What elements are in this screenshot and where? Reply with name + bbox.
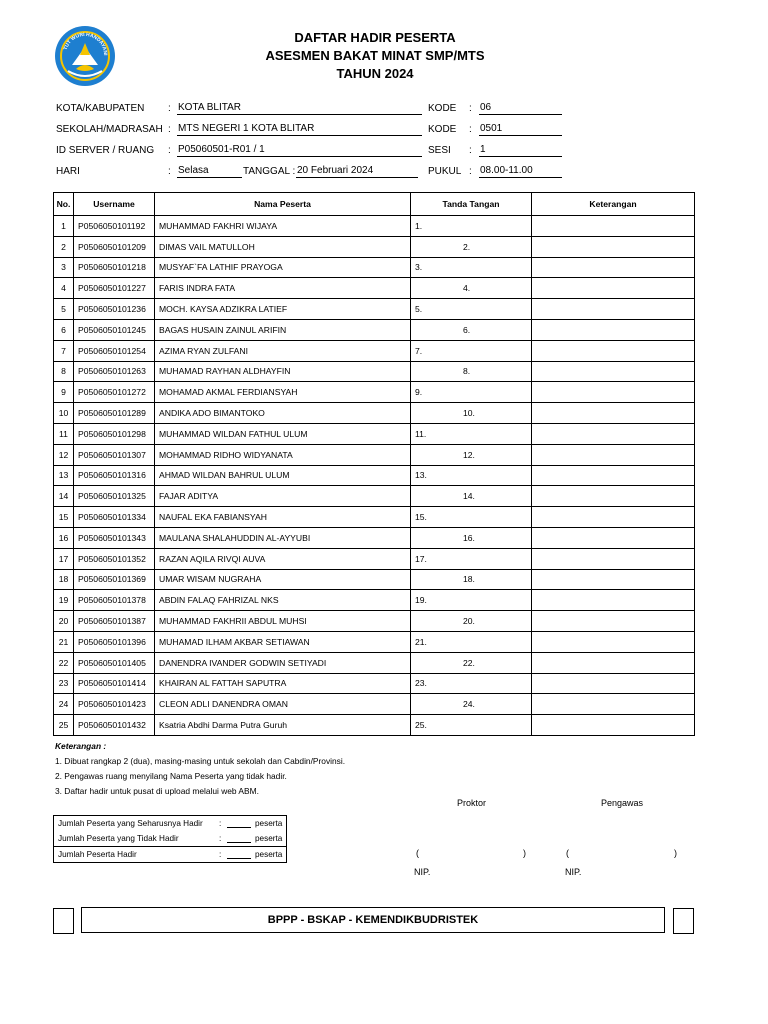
notes xyxy=(55,739,345,799)
row-signature xyxy=(411,278,532,299)
row-keterangan xyxy=(532,694,695,715)
row-username: P0506050101396 xyxy=(74,631,155,652)
proktor-open-paren: ( xyxy=(416,848,419,858)
table-row xyxy=(54,299,695,320)
row-keterangan xyxy=(532,257,695,278)
kode1-label: KODE xyxy=(428,103,457,114)
table-row xyxy=(54,507,695,528)
signature-number: 10. xyxy=(463,408,475,419)
row-keterangan xyxy=(532,465,695,486)
row-signature xyxy=(411,715,532,736)
row-nama: AHMAD WILDAN BAHRUL ULUM xyxy=(155,465,411,486)
row-username: P0506050101227 xyxy=(74,278,155,299)
row-signature xyxy=(411,423,532,444)
row-nama: FAJAR ADITYA xyxy=(155,486,411,507)
sekolah-value: MTS NEGERI 1 KOTA BLITAR xyxy=(177,123,422,136)
signature-number: 14. xyxy=(463,491,475,502)
row-no: 19 xyxy=(54,590,74,611)
table-row xyxy=(54,319,695,340)
title-line-3: TAHUN 2024 xyxy=(336,66,414,81)
table-row xyxy=(54,590,695,611)
header-nama: Nama Peserta xyxy=(155,193,411,216)
row-nama: MOHAMAD AKMAL FERDIANSYAH xyxy=(155,382,411,403)
row-username: P0506050101192 xyxy=(74,216,155,237)
signature-number: 12. xyxy=(463,449,475,460)
row-nama: MAULANA SHALAHUDDIN AL-AYYUBI xyxy=(155,527,411,548)
row-username: P0506050101272 xyxy=(74,382,155,403)
row-nama: MUHAMMAD WILDAN FATHUL ULUM xyxy=(155,423,411,444)
row-signature xyxy=(411,527,532,548)
table-row xyxy=(54,652,695,673)
row-nama: NAUFAL EKA FABIANSYAH xyxy=(155,507,411,528)
header-tanda-tangan: Tanda Tangan xyxy=(411,193,532,216)
row-keterangan xyxy=(532,299,695,320)
row-keterangan xyxy=(532,590,695,611)
signature-number: 1. xyxy=(415,220,423,231)
row-keterangan xyxy=(532,652,695,673)
count-row-expected xyxy=(54,816,286,831)
blank-line xyxy=(227,842,251,843)
hari-value: Selasa xyxy=(177,165,242,178)
row-signature xyxy=(411,236,532,257)
table-row xyxy=(54,444,695,465)
row-keterangan xyxy=(532,423,695,444)
pukul-label: PUKUL xyxy=(428,166,462,177)
row-keterangan xyxy=(532,403,695,424)
row-username: P0506050101343 xyxy=(74,527,155,548)
row-username: P0506050101378 xyxy=(74,590,155,611)
signature-number: 24. xyxy=(463,699,475,710)
participant-count-box xyxy=(53,815,287,863)
signature-number: 21. xyxy=(415,636,427,647)
colon: : xyxy=(168,166,171,177)
row-username: P0506050101405 xyxy=(74,652,155,673)
table-row xyxy=(54,278,695,299)
row-keterangan xyxy=(532,236,695,257)
signature-number: 8. xyxy=(463,366,471,377)
signature-number: 17. xyxy=(415,553,427,564)
table-row xyxy=(54,673,695,694)
row-signature xyxy=(411,340,532,361)
signature-number: 13. xyxy=(415,470,427,481)
row-no: 18 xyxy=(54,569,74,590)
sesi-label: SESI xyxy=(428,145,451,156)
pengawas-nip: NIP. xyxy=(565,867,582,877)
row-keterangan xyxy=(532,340,695,361)
row-no: 5 xyxy=(54,299,74,320)
row-nama: ANDIKA ADO BIMANTOKO xyxy=(155,403,411,424)
signature-number: 23. xyxy=(415,678,427,689)
table-body xyxy=(54,216,695,736)
colon: : xyxy=(219,850,222,859)
row-nama: MUHAMAD RAYHAN ALDHAYFIN xyxy=(155,361,411,382)
row-keterangan xyxy=(532,527,695,548)
row-no: 10 xyxy=(54,403,74,424)
table-row xyxy=(54,694,695,715)
row-nama: UMAR WISAM NUGRAHA xyxy=(155,569,411,590)
table-row xyxy=(54,236,695,257)
colon: : xyxy=(469,145,472,156)
signature-number: 7. xyxy=(415,345,423,356)
row-no: 24 xyxy=(54,694,74,715)
signature-number: 3. xyxy=(415,262,423,273)
row-username: P0506050101423 xyxy=(74,694,155,715)
table-row xyxy=(54,569,695,590)
note-item-1: 1. Dibuat rangkap 2 (dua), masing-masing untuk sekolah dan Cabdin/Provinsi. xyxy=(55,756,346,766)
row-no: 15 xyxy=(54,507,74,528)
proktor-nip: NIP. xyxy=(414,867,431,877)
table-row xyxy=(54,465,695,486)
row-nama: MOCH. KAYSA ADZIKRA LATIEF xyxy=(155,299,411,320)
row-no: 23 xyxy=(54,673,74,694)
row-username: P0506050101352 xyxy=(74,548,155,569)
row-signature xyxy=(411,361,532,382)
colon: : xyxy=(469,103,472,114)
signature-number: 5. xyxy=(415,304,423,315)
row-keterangan xyxy=(532,319,695,340)
notes-title: Keterangan : xyxy=(55,741,107,751)
row-keterangan xyxy=(532,444,695,465)
proktor-label: Proktor xyxy=(457,798,487,808)
row-signature xyxy=(411,590,532,611)
row-no: 21 xyxy=(54,631,74,652)
note-item-2: 2. Pengawas ruang menyilang Nama Peserta yang tidak hadir. xyxy=(55,771,287,781)
row-keterangan xyxy=(532,382,695,403)
row-signature xyxy=(411,569,532,590)
row-username: P0506050101316 xyxy=(74,465,155,486)
signature-number: 22. xyxy=(463,657,475,668)
count-label: Jumlah Peserta yang Seharusnya Hadir xyxy=(58,819,203,828)
signature-number: 2. xyxy=(463,241,471,252)
row-username: P0506050101432 xyxy=(74,715,155,736)
colon: : xyxy=(168,145,171,156)
server-value: P05060501-R01 / 1 xyxy=(177,144,422,157)
kota-value: KOTA BLITAR xyxy=(177,102,422,115)
tanggal-label: TANGGAL : xyxy=(243,166,296,177)
row-signature xyxy=(411,319,532,340)
count-label: Jumlah Peserta Hadir xyxy=(58,850,137,859)
row-no: 17 xyxy=(54,548,74,569)
row-nama: ABDIN FALAQ FAHRIZAL NKS xyxy=(155,590,411,611)
row-keterangan xyxy=(532,548,695,569)
row-keterangan xyxy=(532,216,695,237)
row-keterangan xyxy=(532,611,695,632)
row-username: P0506050101307 xyxy=(74,444,155,465)
row-keterangan xyxy=(532,361,695,382)
table-row xyxy=(54,257,695,278)
row-no: 14 xyxy=(54,486,74,507)
row-username: P0506050101209 xyxy=(74,236,155,257)
row-no: 11 xyxy=(54,423,74,444)
table-row xyxy=(54,486,695,507)
table-row xyxy=(54,527,695,548)
footer-left-box xyxy=(53,908,74,934)
table-row xyxy=(54,403,695,424)
proktor-close-paren: ) xyxy=(523,848,526,858)
count-row-absent xyxy=(54,831,286,847)
colon: : xyxy=(469,166,472,177)
note-item-3: 3. Daftar hadir untuk pusat di upload melalui web ABM. xyxy=(55,786,259,796)
row-nama: KHAIRAN AL FATTAH SAPUTRA xyxy=(155,673,411,694)
attendance-table xyxy=(53,192,695,736)
row-no: 22 xyxy=(54,652,74,673)
row-no: 4 xyxy=(54,278,74,299)
signature-number: 25. xyxy=(415,720,427,731)
pengawas-label: Pengawas xyxy=(601,798,644,808)
table-row xyxy=(54,382,695,403)
row-username: P0506050101218 xyxy=(74,257,155,278)
row-username: P0506050101289 xyxy=(74,403,155,424)
row-nama: FARIS INDRA FATA xyxy=(155,278,411,299)
row-signature xyxy=(411,611,532,632)
row-signature xyxy=(411,548,532,569)
count-unit: peserta xyxy=(255,834,283,843)
signature-number: 20. xyxy=(463,616,475,627)
row-nama: MUSYAF`FA LATHIF PRAYOGA xyxy=(155,257,411,278)
row-no: 6 xyxy=(54,319,74,340)
colon: : xyxy=(168,124,171,135)
sesi-value: 1 xyxy=(479,144,562,157)
kode2-value: 0501 xyxy=(479,123,562,136)
svg-text:TUT WURI HANDAYANI: TUT WURI HANDAYANI xyxy=(62,31,109,56)
row-no: 12 xyxy=(54,444,74,465)
row-username: P0506050101263 xyxy=(74,361,155,382)
row-username: P0506050101245 xyxy=(74,319,155,340)
count-unit: peserta xyxy=(255,819,283,828)
count-label: Jumlah Peserta yang Tidak Hadir xyxy=(58,834,179,843)
tut-wuri-handayani-logo xyxy=(54,25,116,87)
row-nama: CLEON ADLI DANENDRA OMAN xyxy=(155,694,411,715)
colon: : xyxy=(469,124,472,135)
colon: : xyxy=(168,103,171,114)
table-header-row xyxy=(54,193,695,216)
row-no: 2 xyxy=(54,236,74,257)
row-keterangan xyxy=(532,631,695,652)
row-no: 3 xyxy=(54,257,74,278)
row-keterangan xyxy=(532,278,695,299)
table-row xyxy=(54,548,695,569)
row-nama: MUHAMAD ILHAM AKBAR SETIAWAN xyxy=(155,631,411,652)
signature-number: 15. xyxy=(415,512,427,523)
pengawas-close-paren: ) xyxy=(674,848,677,858)
signature-number: 11. xyxy=(415,428,427,439)
table-row xyxy=(54,423,695,444)
table-row xyxy=(54,216,695,237)
kota-label: KOTA/KABUPATEN xyxy=(56,103,145,114)
server-label: ID SERVER / RUANG xyxy=(56,145,155,156)
row-nama: MOHAMMAD RIDHO WIDYANATA xyxy=(155,444,411,465)
row-nama: MUHAMMAD FAKHRI WIJAYA xyxy=(155,216,411,237)
row-no: 8 xyxy=(54,361,74,382)
row-keterangan xyxy=(532,673,695,694)
row-signature xyxy=(411,465,532,486)
signature-number: 9. xyxy=(415,387,423,398)
row-username: P0506050101414 xyxy=(74,673,155,694)
row-signature xyxy=(411,299,532,320)
row-signature xyxy=(411,257,532,278)
row-username: P0506050101325 xyxy=(74,486,155,507)
row-signature xyxy=(411,216,532,237)
row-no: 9 xyxy=(54,382,74,403)
table-row xyxy=(54,361,695,382)
row-keterangan xyxy=(532,507,695,528)
row-nama: DIMAS VAIL MATULLOH xyxy=(155,236,411,257)
table-row xyxy=(54,631,695,652)
signature-number: 18. xyxy=(463,574,475,585)
row-username: P0506050101387 xyxy=(74,611,155,632)
row-signature xyxy=(411,382,532,403)
kode1-value: 06 xyxy=(479,102,562,115)
row-signature xyxy=(411,694,532,715)
row-no: 13 xyxy=(54,465,74,486)
row-no: 25 xyxy=(54,715,74,736)
footer-right-box xyxy=(673,908,694,934)
row-keterangan xyxy=(532,486,695,507)
row-nama: AZIMA RYAN ZULFANI xyxy=(155,340,411,361)
row-nama: MUHAMMAD FAKHRII ABDUL MUHSI xyxy=(155,611,411,632)
colon: : xyxy=(219,819,222,828)
tanggal-value: 20 Februari 2024 xyxy=(296,165,418,178)
row-signature xyxy=(411,673,532,694)
row-signature xyxy=(411,486,532,507)
row-no: 20 xyxy=(54,611,74,632)
row-username: P0506050101369 xyxy=(74,569,155,590)
signature-number: 6. xyxy=(463,324,471,335)
row-signature xyxy=(411,444,532,465)
pengawas-open-paren: ( xyxy=(566,848,569,858)
signature-number: 19. xyxy=(415,595,427,606)
header-no: No. xyxy=(54,193,74,216)
pukul-value: 08.00-11.00 xyxy=(479,165,562,178)
row-keterangan xyxy=(532,569,695,590)
table-row xyxy=(54,340,695,361)
row-no: 7 xyxy=(54,340,74,361)
blank-line xyxy=(227,858,251,859)
table-row xyxy=(54,611,695,632)
row-signature xyxy=(411,652,532,673)
count-row-present xyxy=(54,847,286,862)
row-signature xyxy=(411,631,532,652)
row-signature xyxy=(411,507,532,528)
row-no: 16 xyxy=(54,527,74,548)
blank-line xyxy=(227,827,251,828)
signature-number: 16. xyxy=(463,532,475,543)
footer-text: BPPP - BSKAP - KEMENDIKBUDRISTEK xyxy=(267,914,479,926)
signature-number: 4. xyxy=(463,283,471,294)
row-username: P0506050101236 xyxy=(74,299,155,320)
row-nama: Ksatria Abdhi Darma Putra Guruh xyxy=(155,715,411,736)
title-line-1: DAFTAR HADIR PESERTA xyxy=(294,30,456,45)
table-row xyxy=(54,715,695,736)
header-keterangan: Keterangan xyxy=(532,193,695,216)
header-username: Username xyxy=(74,193,155,216)
row-username: P0506050101298 xyxy=(74,423,155,444)
row-nama: DANENDRA IVANDER GODWIN SETIYADI xyxy=(155,652,411,673)
row-keterangan xyxy=(532,715,695,736)
row-nama: BAGAS HUSAIN ZAINUL ARIFIN xyxy=(155,319,411,340)
sekolah-label: SEKOLAH/MADRASAH xyxy=(56,124,163,135)
title-line-2: ASESMEN BAKAT MINAT SMP/MTS xyxy=(265,48,485,63)
row-username: P0506050101334 xyxy=(74,507,155,528)
row-nama: RAZAN AQILA RIVQI AUVA xyxy=(155,548,411,569)
count-unit: peserta xyxy=(255,850,283,859)
row-no: 1 xyxy=(54,216,74,237)
row-username: P0506050101254 xyxy=(74,340,155,361)
row-signature xyxy=(411,403,532,424)
hari-label: HARI xyxy=(56,166,80,177)
colon: : xyxy=(219,834,222,843)
kode2-label: KODE xyxy=(428,124,457,135)
